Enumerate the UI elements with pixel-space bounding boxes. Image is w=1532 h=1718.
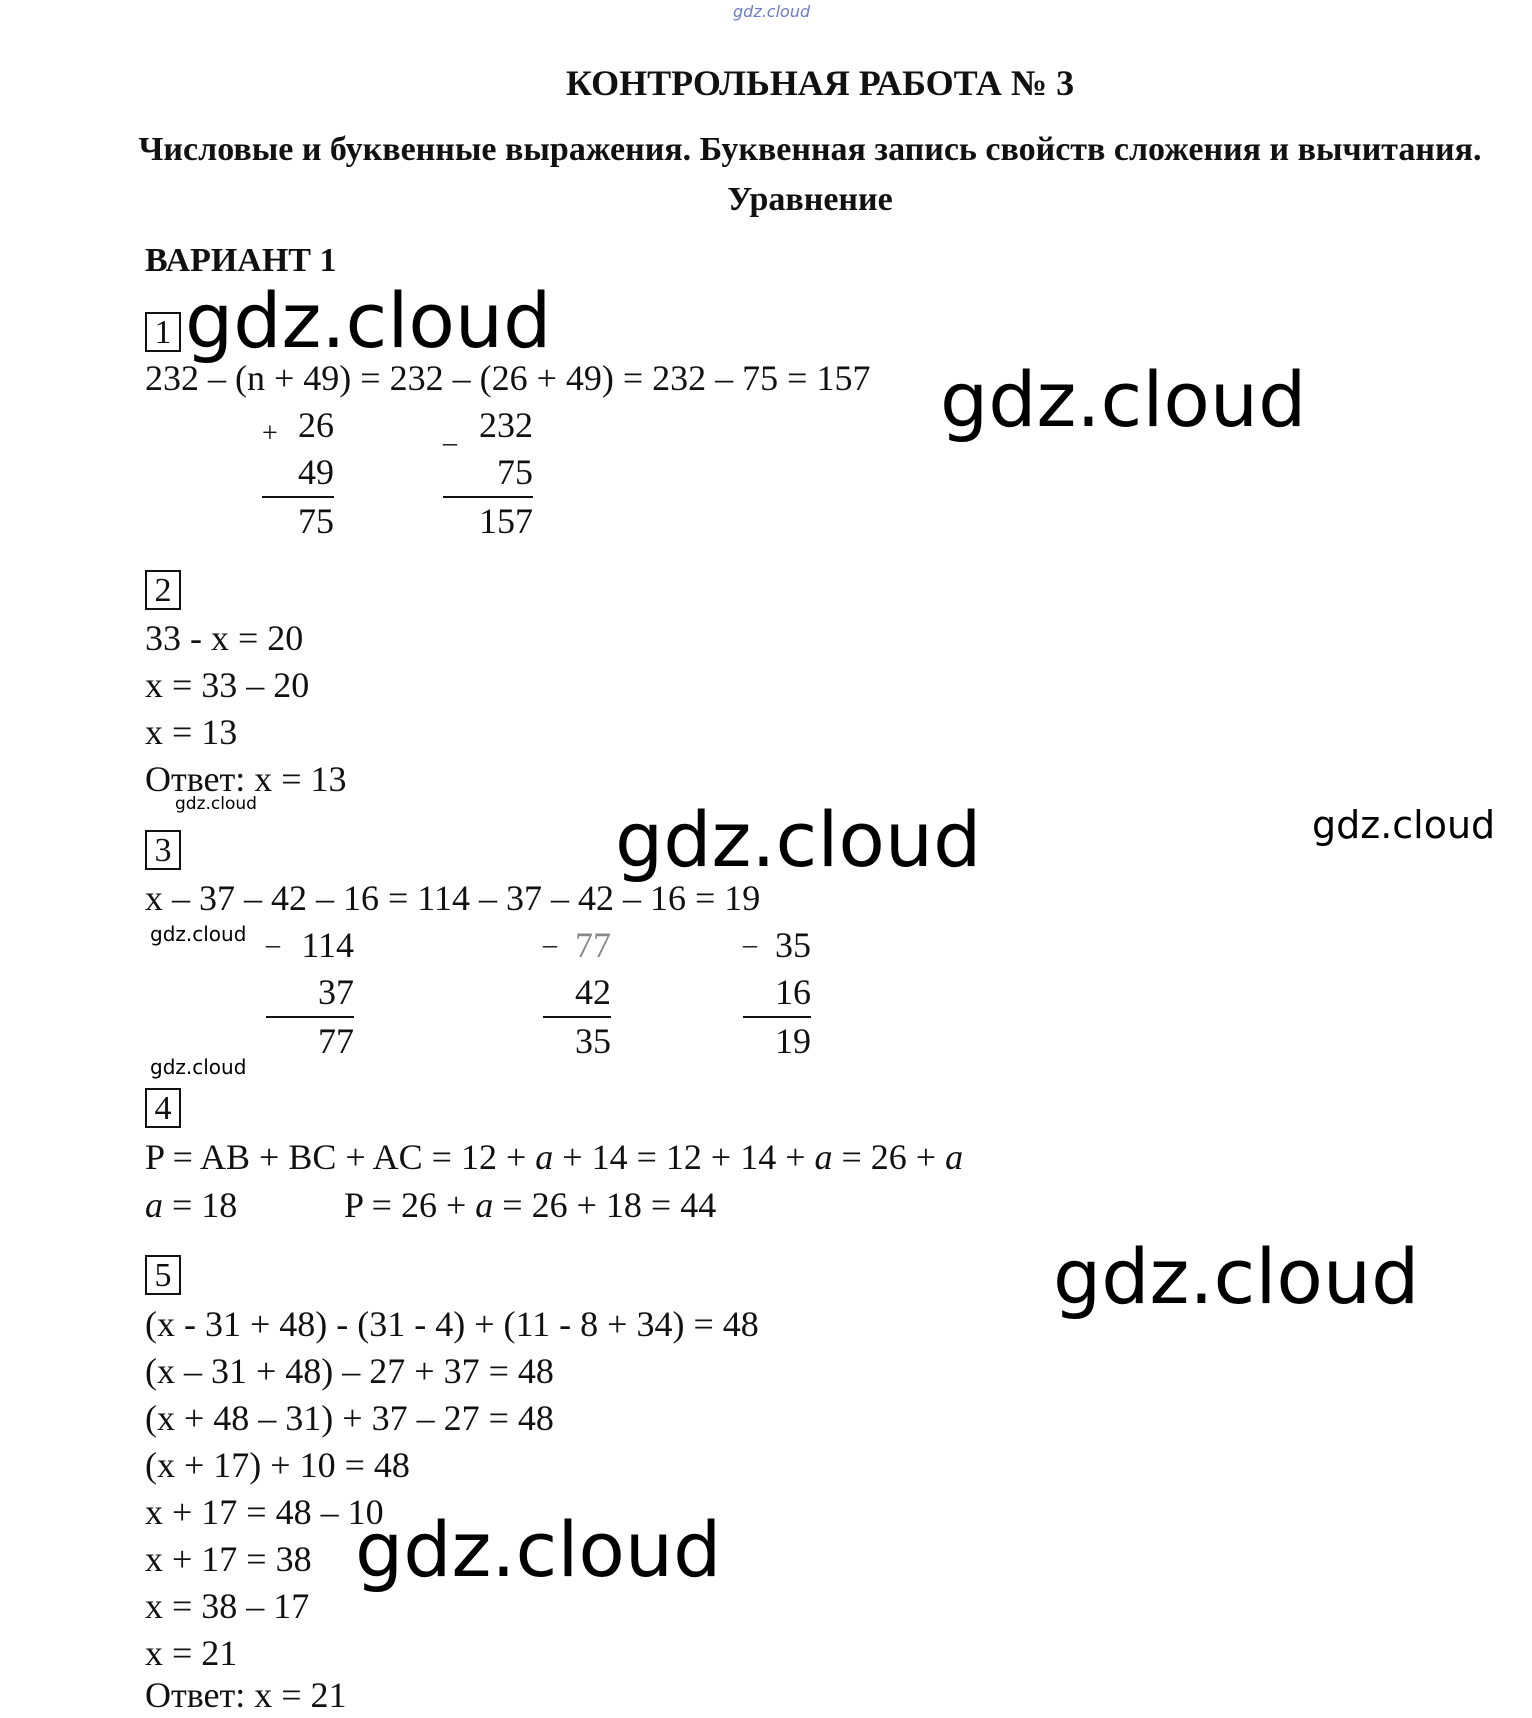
watermark: gdz.cloud [1312,803,1496,847]
calc-bottom: 75 [443,449,533,498]
task-1-calc-b [443,402,533,545]
calc-top: 114 [301,925,354,965]
calc-top: 26 [298,405,334,445]
watermark: gdz.cloud [615,795,982,884]
task-2-line: x = 13 [145,712,238,752]
text: P = AB + BC + AC = 12 + [145,1137,536,1177]
task-1-calc-b-op: _ [443,418,457,449]
task-3-calc-a [266,922,354,1065]
task-3-calc-b-op: _ [543,920,557,951]
task-2-line: 33 - x = 20 [145,618,304,658]
task-5-line: x = 38 – 17 [145,1586,310,1626]
task-5-answer: Ответ: x = 21 [145,1675,347,1715]
var-a: a [814,1137,833,1177]
watermark: gdz.cloud [355,1505,722,1594]
watermark: gdz.cloud [175,794,257,814]
task-5-line: (x + 17) + 10 = 48 [145,1445,410,1485]
calc-result: 19 [775,1021,811,1061]
var-a: a [145,1185,163,1225]
task-2-answer: Ответ: x = 13 [145,759,347,799]
watermark: gdz.cloud [185,276,552,365]
page-title: КОНТРОЛЬНАЯ РАБОТА № 3 [565,63,1075,103]
task-1-calc-a-op: + [262,418,278,449]
text: + 14 = 12 + 14 + [553,1137,815,1177]
task-5-line: x + 17 = 48 – 10 [145,1492,384,1532]
calc-result: 77 [318,1021,354,1061]
task-4-line-1 [145,1136,963,1178]
task-1-equation: 232 – (n + 49) = 232 – (26 + 49) = 232 – 75 = 157 [145,358,871,398]
task-2-line: x = 33 – 20 [145,665,310,705]
text: = 26 + [832,1137,946,1177]
task-3-calc-b [543,922,611,1065]
task-4-number: 4 [145,1088,181,1128]
calc-result: 75 [298,501,334,541]
calc-bottom: 37 [266,969,354,1018]
task-4-line-2b [344,1184,716,1226]
text: = 26 + 18 = 44 [493,1185,717,1225]
task-4-line-2a [145,1184,237,1226]
task-1-calc-a [262,402,334,545]
task-2-number: 2 [145,570,181,610]
task-5-line: x + 17 = 38 [145,1539,312,1579]
task-3-equation: x – 37 – 42 – 16 = 114 – 37 – 42 – 16 = 19 [145,878,761,918]
task-5-line: (x - 31 + 48) - (31 - 4) + (11 - 8 + 34) = 48 [145,1304,759,1344]
calc-bottom: 42 [543,969,611,1018]
calc-result: 35 [575,1021,611,1061]
task-3-number: 3 [145,830,181,870]
task-3-calc-c [743,922,811,1065]
calc-top: 232 [479,405,533,445]
task-3-calc-a-op: _ [266,920,280,951]
calc-result: 157 [479,501,533,541]
task-5-number: 5 [145,1255,181,1295]
var-a: a [945,1137,964,1177]
calc-top: 35 [775,925,811,965]
task-1-number: 1 [145,312,181,352]
page-subtitle: Числовые и буквенные выражения. Буквенная запись свойств сложения и вычитания. Уравнение [138,131,1482,218]
var-a: a [475,1185,494,1225]
watermark: gdz.cloud [150,922,247,946]
calc-bottom: 49 [262,449,334,498]
task-5-line: (x + 48 – 31) + 37 – 27 = 48 [145,1398,554,1438]
calc-top: 77 [575,925,611,965]
task-5-line: (x – 31 + 48) – 27 + 37 = 48 [145,1351,554,1391]
task-3-calc-c-op: _ [743,920,757,951]
calc-bottom: 16 [743,969,811,1018]
watermark: gdz.cloud [940,355,1307,444]
variant-label: ВАРИАНТ 1 [145,242,337,279]
watermark-top: gdz.cloud [733,2,811,21]
task-5-line: x = 21 [145,1633,238,1673]
text: = 18 [163,1185,238,1225]
var-a: a [535,1137,554,1177]
watermark: gdz.cloud [150,1055,247,1079]
watermark: gdz.cloud [1053,1232,1420,1321]
text: P = 26 + [344,1185,476,1225]
